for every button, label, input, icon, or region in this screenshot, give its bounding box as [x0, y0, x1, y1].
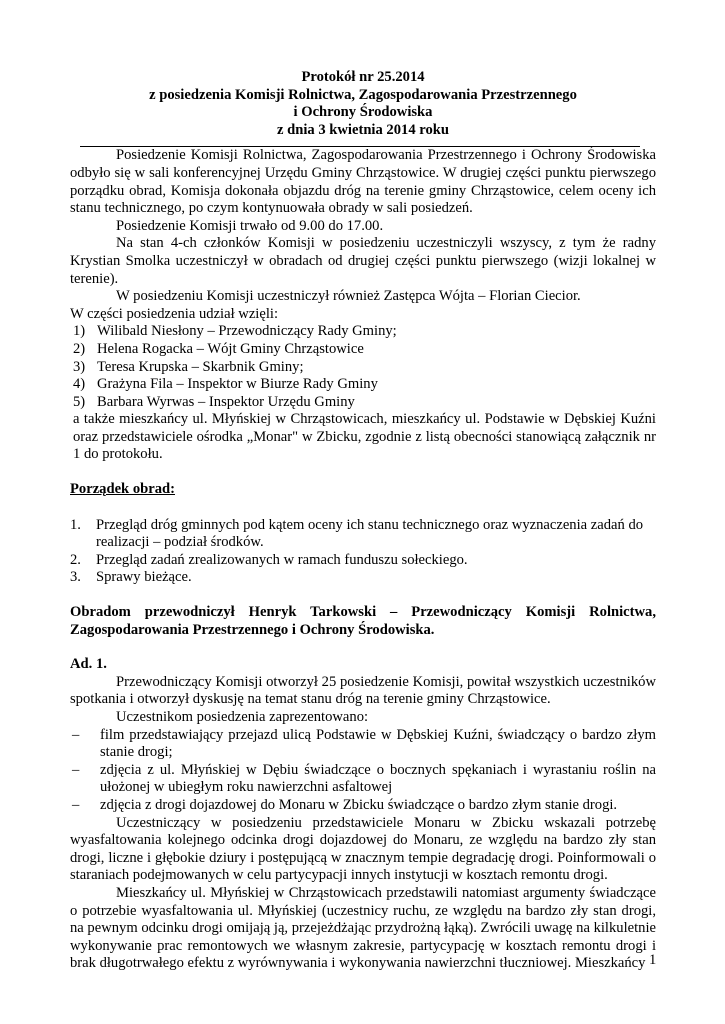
intro-paragraph-3: Na stan 4-ch członków Komisji w posiedzeniu uczestniczyli wszyscy, z tym że radny Krystian Smolka uczestniczył w obradach od drugiej części punktu pierwszego (wizji lokalnej w terenie). [70, 235, 656, 287]
list-item: – zdjęcia z drogi dojazdowej do Monaru w Zbicku świadczące o bardzo złym stanie drogi. [72, 796, 618, 813]
page-number: 1 [649, 952, 657, 968]
list-item: 5) Barbara Wyrwas – Inspektor Urzędu Gminy [73, 393, 355, 410]
list-item: – zdjęcia z ul. Młyńskiej w Dębiu świadczące o bocznych spękaniach i wyrastaniu roślin na ułożonej w ubiegłym roku nawierzchni asfaltowej [72, 761, 656, 796]
list-item: – film przedstawiający przejazd ulicą Podstawie w Dębskiej Kuźni, świadczący o bardzo złym stanie drogi; [72, 726, 656, 761]
list-item: 1. Przegląd dróg gminnych pod kątem oceny ich stanu technicznego oraz wyznaczenia zadań do realizacji – podział środków. [70, 516, 644, 551]
ad1-paragraph-4: Mieszkańcy ul. Młyńskiej w Chrząstowicach przedstawili natomiast argumenty świadczące o potrzebie wyasfaltowania ul. Młyńskiej (uczestnicy ruchu, ze względu na bardzo zły stan drogi, na pewnym odcinku drogi omijają ją, przejeżdżając przydrożną łąką). Zwrócili uwagę na kilkuletnie wykonywanie prac remontowych we własnym zakresie, partycypację w kosztach remontu drogi i brak długotrwałego efektu z wyrównywania i wykonywania nawierzchni tłuczniowej. Mieszkańcy [70, 884, 656, 972]
attendees-additional: a także mieszkańcy ul. Młyńskiej w Chrząstowicach, mieszkańcy ul. Podstawie w Dębskiej Kuźni oraz przedstawiciele ośrodka „Monar" w Zbicku, zgodnie z listą obecności stanowiącą załącznik nr 1 do protokołu. [73, 411, 656, 463]
title-line-4: z dnia 3 kwietnia 2014 roku [276, 121, 450, 138]
attendance-intro: W części posiedzenia udział wzięli: [70, 305, 279, 322]
intro-paragraph-4: W posiedzeniu Komisji uczestniczył również Zastępca Wójta – Florian Ciecior. [116, 288, 581, 305]
agenda-heading: Porządek obrad: [70, 481, 175, 498]
list-item: 1) Wilibald Niesłony – Przewodniczący Rady Gminy; [73, 323, 397, 340]
list-item: 2) Helena Rogacka – Wójt Gminy Chrząstowice [73, 340, 364, 357]
protocol-title [70, 69, 656, 139]
ad1-paragraph-2: Uczestnikom posiedzenia zaprezentowano: [116, 709, 369, 725]
list-item: 3. Sprawy bieżące. [70, 569, 192, 586]
intro-paragraph-1: Posiedzenie Komisji Rolnictwa, Zagospodarowania Przestrzennego i Ochrony Środowiska odbyło się w sali konferencyjnej Urzędu Gminy Chrząstowice. W drugiej części punktu pierwszego porządku obrad, Komisja dokonała objazdu dróg na terenie gminy Chrząstowice, celem oceny ich stanu technicznego, po czym kontynuowała obrady w sali posiedzeń. [70, 147, 656, 217]
chair-statement: Obradom przewodniczył Henryk Tarkowski – Przewodniczący Komisji Rolnictwa, Zagospodarowania Przestrzennego i Ochrony Środowiska. [70, 604, 656, 638]
title-line-3: i Ochrony Środowiska [293, 104, 433, 121]
ad1-heading: Ad. 1. [70, 656, 107, 673]
list-item: 3) Teresa Krupska – Skarbnik Gminy; [73, 358, 304, 375]
ad1-paragraph-1: Przewodniczący Komisji otworzył 25 posiedzenie Komisji, powitał wszystkich uczestników spotkania i otworzył dyskusję na temat stanu dróg na terenie gminy Chrząstowice. [70, 673, 656, 708]
agenda-list [70, 517, 656, 587]
intro-paragraph-2: Posiedzenie Komisji trwało od 9.00 do 17.00. [116, 217, 384, 234]
presentation-list [70, 727, 656, 815]
list-item: 4) Grażyna Fila – Inspektor w Biurze Rady Gminy [73, 376, 378, 393]
list-item: 2. Przegląd zadań zrealizowanych w ramach funduszu sołeckiego. [70, 551, 468, 568]
title-line-1: Protokół nr 25.2014 [301, 69, 425, 85]
title-line-2: z posiedzenia Komisji Rolnictwa, Zagospodarowania Przestrzennego [149, 86, 577, 103]
document-content [70, 69, 656, 973]
attendee-list [70, 323, 656, 411]
ad1-paragraph-3: Uczestniczący w posiedzeniu przedstawiciele Monaru w Zbicku wskazali potrzebę wyasfaltowania kolejnego odcinka drogi dojazdowej do Monaru, ze względu na bardzo zły stan drogi, liczne i głębokie dziury i postępującą w znacznym tempie degradację drogi. Poinformowali o staraniach podejmowanych w celu partycypacji innych instytucji w kosztach remontu drogi. [70, 814, 656, 884]
